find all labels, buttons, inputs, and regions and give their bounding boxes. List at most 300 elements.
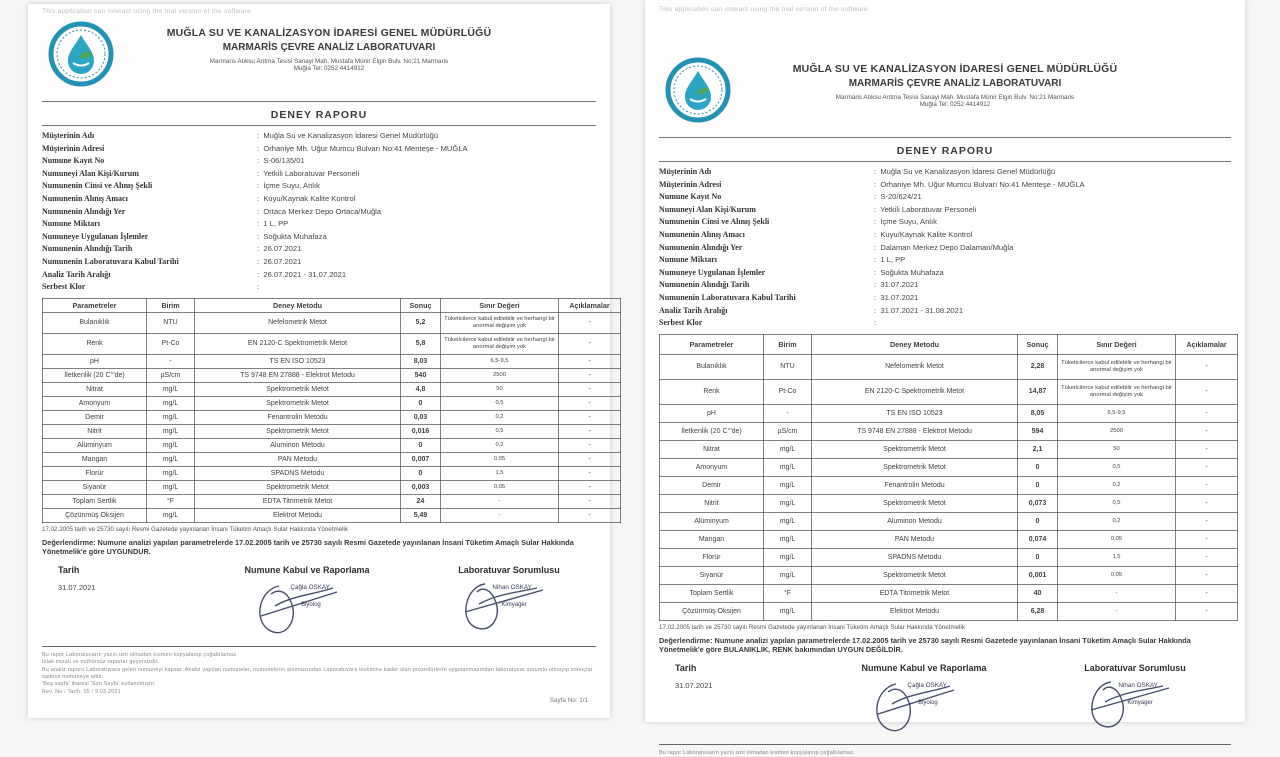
field-label: Numune Kayıt No: [659, 192, 722, 202]
report-header: [42, 21, 596, 95]
field-value: : Orhaniye Mh. Uğur Mumcu Bulvarı No:41 Menteşe - MUĞLA: [874, 179, 1231, 192]
field-row: [659, 267, 1231, 280]
municipality-lab-logo-icon: [48, 21, 114, 87]
field-label: Numune Kayıt No: [42, 156, 105, 166]
cell-unit: mg/L: [147, 480, 195, 494]
field-value: : 31.07.2021: [874, 279, 1231, 292]
result-row: [660, 404, 1238, 422]
field-value: : 1 L, PP: [874, 254, 1231, 267]
cell-parameter: Mangan: [43, 452, 147, 466]
col-birim: Birim: [147, 298, 195, 312]
field-value: : Yetkili Laboratuvar Personeli: [874, 204, 1231, 217]
field-label: Numunenin Laboratuvara Kabul Tarihi: [659, 292, 796, 302]
col-sonuc: Sonuç: [1018, 334, 1058, 354]
field-row: [42, 231, 596, 244]
cell-limit: 0,05: [441, 452, 559, 466]
cell-result: 0: [1018, 458, 1058, 476]
signer-name: Nihan OSKAY: [1118, 681, 1158, 689]
cell-parameter: Bulanıklık: [43, 312, 147, 333]
result-row: [660, 379, 1238, 404]
cell-note: -: [559, 494, 621, 508]
signer-name: Çağla OSKAY: [907, 681, 947, 689]
field-value: [257, 281, 596, 294]
field-label: Numunenin Alındığı Tarih: [659, 280, 750, 290]
cell-method: Aluminon Metodu: [195, 438, 401, 452]
field-row: [659, 279, 1231, 292]
sample-acceptance-title: Numune Kabul ve Raporlama: [244, 564, 370, 575]
cell-parameter: Renk: [43, 333, 147, 354]
field-label: Numunenin Laboratuvara Kabul Tarihi: [42, 256, 179, 266]
result-row: [43, 368, 621, 382]
cell-method: SPADNS Metodu: [812, 548, 1018, 566]
field-row: [659, 166, 1231, 179]
field-row: [659, 179, 1231, 192]
report-title: DENEY RAPORU: [270, 109, 368, 121]
cell-note: -: [559, 438, 621, 452]
field-label: Numuneye Uygulanan İşlemler: [659, 267, 766, 277]
cell-method: TS EN ISO 10523: [195, 354, 401, 368]
field-value: : Yetkili Laboratuvar Personeli: [257, 168, 596, 181]
signature-scribble-icon: [443, 576, 563, 640]
signature-area: [659, 663, 1231, 740]
col-parametreler: Parametreler: [660, 334, 764, 354]
result-row: [660, 422, 1238, 440]
cell-limit: Tüketicilerce kabul edilebilir ve herhangi bir anormal değişim yok: [441, 333, 559, 354]
page-number: Sayfa No: 1/1: [549, 697, 588, 704]
cell-method: Spektrometrik Metot: [195, 396, 401, 410]
cell-limit: -: [1058, 602, 1176, 620]
field-value: : 31.07.2021 - 31.08.2021: [874, 305, 1231, 318]
result-row: [43, 424, 621, 438]
cell-method: Elektrot Metodu: [812, 602, 1018, 620]
result-row: [660, 458, 1238, 476]
cell-note: -: [559, 466, 621, 480]
signature-stamp: [422, 576, 596, 642]
field-label: Serbest Klor: [42, 282, 86, 292]
cell-limit: Tüketicilerce kabul edilebilir ve herhangi bir anormal değişim yok: [1058, 379, 1176, 404]
cell-limit: 6,5-9,5: [1058, 404, 1176, 422]
cell-unit: mg/L: [147, 452, 195, 466]
cell-result: 5,2: [401, 312, 441, 333]
assessment-text: Değerlendirme: Numune analizi yapılan parametrelerde 17.02.2005 tarih ve 25730 sayılı Resmi Gazetede yayınlanan İnsani Tüketim Amaçlı Sular Hakkında Yönetmelik'e göre BULANIKLIK, RENK bakımından UYGUN DEĞİLDİR.: [659, 635, 1191, 655]
cell-parameter: Çözünmüş Oksijen: [660, 602, 764, 620]
cell-note: -: [559, 508, 621, 522]
result-row: [43, 410, 621, 424]
field-label: Serbest Klor: [659, 318, 703, 328]
field-row: [659, 216, 1231, 229]
trial-watermark: This application can interact using the trial version of the software: [42, 8, 251, 15]
result-row: [660, 494, 1238, 512]
signature-stamp: [1039, 674, 1231, 740]
result-row: [660, 584, 1238, 602]
results-table-header: [660, 334, 1238, 354]
report-header: [659, 57, 1231, 131]
cell-parameter: Toplam Sertlik: [660, 584, 764, 602]
cell-limit: -: [441, 494, 559, 508]
cell-limit: 0,2: [1058, 512, 1176, 530]
cell-result: 0: [401, 466, 441, 480]
cell-method: Spektrometrik Metot: [195, 382, 401, 396]
cell-method: Nefelometrik Metot: [195, 312, 401, 333]
cell-limit: -: [441, 508, 559, 522]
cell-result: 8,05: [1018, 404, 1058, 422]
cell-unit: Pt-Co: [764, 379, 812, 404]
org-name: MUĞLA SU VE KANALİZASYON İDARESİ GENEL MÜDÜRLÜĞÜ: [792, 63, 1118, 75]
cell-parameter: Nitrat: [660, 440, 764, 458]
field-label: Numunenin Alınış Amacı: [42, 193, 128, 203]
cell-result: 4,8: [401, 382, 441, 396]
field-label: Numunenin Alındığı Yer: [659, 242, 743, 252]
cell-unit: NTU: [147, 312, 195, 333]
regulation-reference: 17.02.2005 tarih ve 25730 sayılı Resmi Gazetede yayınlanan İnsani Tüketim Amaçlı Sular Hakkında Yönetmelik: [659, 623, 965, 631]
cell-limit: 6,5-9,5: [441, 354, 559, 368]
cell-note: -: [559, 410, 621, 424]
cell-limit: 0,2: [441, 410, 559, 424]
field-row: [659, 292, 1231, 305]
signer-role: Kimyager: [1127, 699, 1153, 706]
sample-info-fields: [42, 130, 596, 294]
cell-note: -: [1176, 530, 1238, 548]
field-value: : İçme Suyu, Anlık: [257, 180, 596, 193]
field-row: [659, 242, 1231, 255]
cell-method: Nefelometrik Metot: [812, 354, 1018, 379]
cell-note: -: [1176, 512, 1238, 530]
cell-unit: µS/cm: [764, 422, 812, 440]
result-row: [43, 466, 621, 480]
cell-unit: mg/L: [147, 410, 195, 424]
cell-parameter: Alüminyum: [660, 512, 764, 530]
field-value: : Dalaman Merkez Depo Dalaman/Muğla: [874, 242, 1231, 255]
cell-method: EN 2120-C Spektrometrik Metot: [195, 333, 401, 354]
cell-limit: 0,5: [441, 424, 559, 438]
cell-unit: Pt-Co: [147, 333, 195, 354]
cell-unit: mg/L: [147, 424, 195, 438]
signature-scribble-icon: [858, 674, 978, 738]
cell-note: -: [1176, 354, 1238, 379]
fineprint-line: Islak imzalı ve mühürsüz raporlar geçersizdir.: [42, 659, 160, 666]
cell-method: Spektrometrik Metot: [812, 566, 1018, 584]
cell-result: 0,016: [401, 424, 441, 438]
cell-note: -: [1176, 584, 1238, 602]
signature-scribble-icon: [1069, 674, 1189, 738]
col-sinir-degeri: Sınır Değeri: [1058, 334, 1176, 354]
field-label: Müşterinin Adı: [42, 131, 95, 140]
cell-method: Fenantrolin Metodu: [195, 410, 401, 424]
cell-note: -: [1176, 548, 1238, 566]
lab-address: Marmaris Atıksu Arıtma Tesisi Sanayi Mah. Mustafa Münir Elgin Bulv. No:21 Marmaris: [209, 58, 449, 65]
col-deney-metodu: Deney Metodu: [812, 334, 1018, 354]
cell-limit: -: [1058, 584, 1176, 602]
result-row: [660, 602, 1238, 620]
regulation-reference: 17.02.2005 tarih ve 25730 sayılı Resmi Gazetede yayınlanan İnsani Tüketim Amaçlı Sular Hakkında Yönetmelik: [42, 525, 348, 533]
cell-unit: mg/L: [764, 530, 812, 548]
cell-limit: 0,05: [1058, 566, 1176, 584]
field-value: : 26.07.2021 - 31.07.2021: [257, 269, 596, 282]
cell-note: -: [559, 480, 621, 494]
results-table: [659, 334, 1238, 621]
field-value: : İçme Suyu, Anlık: [874, 216, 1231, 229]
cell-note: -: [1176, 566, 1238, 584]
cell-parameter: Siyanür: [43, 480, 147, 494]
cell-result: 6,28: [1018, 602, 1058, 620]
result-row: [43, 494, 621, 508]
cell-unit: NTU: [764, 354, 812, 379]
lab-name: MARMARİS ÇEVRE ANALİZ LABORATUVARI: [848, 78, 1062, 89]
report-title-band: [659, 137, 1231, 162]
cell-parameter: pH: [43, 354, 147, 368]
cell-method: TS 9748 EN 27888 - Elektrot Metodu: [812, 422, 1018, 440]
cell-note: -: [559, 354, 621, 368]
cell-unit: mg/L: [764, 512, 812, 530]
cell-result: 0: [1018, 548, 1058, 566]
cell-result: 40: [1018, 584, 1058, 602]
cell-method: Elektrot Metodu: [195, 508, 401, 522]
cell-result: 540: [401, 368, 441, 382]
lab-name: MARMARİS ÇEVRE ANALİZ LABORATUVARI: [222, 42, 436, 53]
cell-limit: 1,5: [441, 466, 559, 480]
cell-result: 5,49: [401, 508, 441, 522]
signer-name: Nihan OSKAY: [492, 583, 532, 591]
date-label: Tarih: [58, 564, 80, 575]
cell-limit: 0,5: [441, 396, 559, 410]
cell-note: -: [559, 333, 621, 354]
cell-limit: 0,5: [1058, 494, 1176, 512]
field-row: [659, 191, 1231, 204]
cell-parameter: Renk: [660, 379, 764, 404]
field-value: : Muğla Su ve Kanalizasyon İdaresi Genel Müdürlüğü: [874, 166, 1231, 179]
municipality-lab-logo-icon: [665, 57, 731, 123]
cell-unit: mg/L: [764, 476, 812, 494]
field-label: Numunenin Alınış Amacı: [659, 229, 745, 239]
cell-method: Spektrometrik Metot: [195, 424, 401, 438]
field-label: Müşterinin Adı: [659, 167, 712, 176]
field-label: Numunenin Cinsi ve Alınış Şekli: [42, 181, 153, 191]
result-row: [43, 354, 621, 368]
col-parametreler: Parametreler: [43, 298, 147, 312]
col-sonuc: Sonuç: [401, 298, 441, 312]
cell-method: TS EN ISO 10523: [812, 404, 1018, 422]
cell-limit: 1,5: [1058, 548, 1176, 566]
cell-note: -: [1176, 602, 1238, 620]
signature-scribble-icon: [241, 576, 361, 640]
footer-divider: [659, 744, 1231, 745]
org-name: MUĞLA SU VE KANALİZASYON İDARESİ GENEL MÜDÜRLÜĞÜ: [166, 27, 492, 39]
field-value: : Kuyu/Kaynak Kalite Kontrol: [874, 229, 1231, 242]
field-value: : 31.07.2021: [874, 292, 1231, 305]
cell-note: -: [1176, 422, 1238, 440]
cell-limit: Tüketicilerce kabul edilebilir ve herhangi bir anormal değişim yok: [1058, 354, 1176, 379]
cell-method: EDTA Titrimetrik Metot: [195, 494, 401, 508]
cell-result: 0: [401, 438, 441, 452]
result-row: [43, 480, 621, 494]
result-row: [43, 396, 621, 410]
result-row: [660, 548, 1238, 566]
cell-method: SPADNS Metodu: [195, 466, 401, 480]
field-label: Numunenin Alındığı Yer: [42, 206, 126, 216]
fineprint-line: Rev. No / Tarih: 05 / 9.03.2021: [42, 688, 121, 695]
result-row: [43, 438, 621, 452]
cell-unit: mg/L: [147, 382, 195, 396]
cell-result: 0,007: [401, 452, 441, 466]
cell-method: EN 2120-C Spektrometrik Metot: [812, 379, 1018, 404]
assessment-text: Değerlendirme: Numune analizi yapılan parametrelerde 17.02.2005 tarih ve 25730 sayılı Resmi Gazetede yayınlanan İnsani Tüketim Amaçlı Sular Hakkında Yönetmelik'e göre UYGUNDUR.: [42, 537, 574, 557]
field-row: [42, 243, 596, 256]
cell-unit: mg/L: [147, 466, 195, 480]
cell-limit: 0,5: [1058, 458, 1176, 476]
cell-result: 8,03: [401, 354, 441, 368]
result-row: [43, 333, 621, 354]
result-row: [660, 530, 1238, 548]
col-birim: Birim: [764, 334, 812, 354]
field-label: Analiz Tarih Aralığı: [42, 269, 111, 279]
result-row: [660, 354, 1238, 379]
cell-result: 24: [401, 494, 441, 508]
date-label: Tarih: [675, 662, 697, 673]
cell-note: -: [1176, 494, 1238, 512]
cell-note: -: [1176, 379, 1238, 404]
cell-limit: 2500: [441, 368, 559, 382]
cell-note: -: [559, 382, 621, 396]
cell-unit: mg/L: [764, 458, 812, 476]
cell-note: -: [559, 452, 621, 466]
result-row: [660, 476, 1238, 494]
field-row: [659, 254, 1231, 267]
cell-result: 2,28: [1018, 354, 1058, 379]
result-row: [43, 382, 621, 396]
field-value: : Muğla Su ve Kanalizasyon İdaresi Genel Müdürlüğü: [257, 130, 596, 143]
cell-limit: 2500: [1058, 422, 1176, 440]
cell-method: Fenantrolin Metodu: [812, 476, 1018, 494]
field-label: Numuneyi Alan Kişi/Kurum: [42, 168, 139, 178]
cell-limit: 50: [441, 382, 559, 396]
field-label: Numunenin Alındığı Tarih: [42, 244, 133, 254]
cell-result: 0: [401, 396, 441, 410]
cell-limit: 0,05: [1058, 530, 1176, 548]
field-row: [42, 218, 596, 231]
cell-parameter: Alüminyum: [43, 438, 147, 452]
fineprint-block: [42, 652, 596, 696]
cell-unit: mg/L: [764, 602, 812, 620]
cell-note: -: [559, 312, 621, 333]
field-row: [42, 193, 596, 206]
lab-supervisor-title: Laboratuvar Sorumlusu: [458, 564, 560, 575]
field-label: Numuneyi Alan Kişi/Kurum: [659, 204, 756, 214]
fineprint-line: Bu rapor Laboratuvarın yazılı izni olmadan kısmen kopyalanıp çoğaltılamaz.: [659, 749, 855, 756]
cell-limit: 0,2: [1058, 476, 1176, 494]
cell-note: -: [559, 396, 621, 410]
cell-unit: mg/L: [764, 440, 812, 458]
cell-result: 0: [1018, 512, 1058, 530]
field-label: Numune Miktarı: [42, 219, 100, 229]
footer-divider: [42, 646, 596, 647]
cell-note: -: [1176, 404, 1238, 422]
signature-stamp: [192, 576, 422, 642]
cell-result: 0: [1018, 476, 1058, 494]
fineprint-line: 'Boş sayfa' ibaresi 'Son Sayfa' kullanılmıştır.: [42, 681, 156, 688]
cell-result: 0,03: [401, 410, 441, 424]
cell-limit: 0,05: [441, 480, 559, 494]
field-value: : Soğukta Muhafaza: [257, 231, 596, 244]
result-row: [660, 440, 1238, 458]
report-date: 31.07.2021: [675, 680, 713, 690]
field-label: Numuneye Uygulanan İşlemler: [42, 231, 149, 241]
cell-note: -: [1176, 440, 1238, 458]
field-value: : 26.07.2021: [257, 243, 596, 256]
cell-unit: µS/cm: [147, 368, 195, 382]
signer-role: Biyolog: [301, 601, 321, 608]
col-sinir-degeri: Sınır Değeri: [441, 298, 559, 312]
cell-parameter: Nitrat: [43, 382, 147, 396]
trial-watermark: This application can interact using the trial version of the software: [659, 6, 868, 13]
cell-unit: -: [147, 354, 195, 368]
col-deney-metodu: Deney Metodu: [195, 298, 401, 312]
cell-method: Spektrometrik Metot: [195, 480, 401, 494]
cell-note: -: [559, 424, 621, 438]
result-row: [660, 566, 1238, 584]
cell-method: PAN Metodu: [195, 452, 401, 466]
field-value: [874, 317, 1231, 330]
cell-method: Spektrometrik Metot: [812, 494, 1018, 512]
cell-result: 0,074: [1018, 530, 1058, 548]
field-row: [42, 269, 596, 282]
field-label: Numune Miktarı: [659, 255, 717, 265]
cell-unit: °F: [764, 584, 812, 602]
cell-result: 2,1: [1018, 440, 1058, 458]
cell-parameter: Amonyum: [660, 458, 764, 476]
cell-method: PAN Metodu: [812, 530, 1018, 548]
fineprint-line: Bu analiz raporu Laboratuvara gelen numuneyi kapsar. Analiz yapılan numuneler, numunelerin alınmasından Laboratuvara teslimine kadar olan prosedürlerin uygulanmasından laboratuvar sorumlu olmayıp sonuçlar sadece numuneye aittir.: [42, 666, 593, 680]
field-row: [42, 180, 596, 193]
field-row: [42, 130, 596, 143]
lab-supervisor-title: Laboratuvar Sorumlusu: [1084, 662, 1186, 673]
results-table: [42, 298, 621, 523]
field-row: [42, 256, 596, 269]
cell-method: TS 9748 EN 27888 - Elektrot Metodu: [195, 368, 401, 382]
cell-parameter: pH: [660, 404, 764, 422]
field-row: [659, 204, 1231, 217]
field-value: : Ortaca Merkez Depo Ortaca/Muğla: [257, 206, 596, 219]
field-row: [659, 317, 1231, 330]
field-value: : S-06/135/01: [257, 155, 596, 168]
field-row: [42, 281, 596, 294]
signature-stamp: [809, 674, 1039, 740]
cell-result: 14,87: [1018, 379, 1058, 404]
cell-parameter: Çözünmüş Oksijen: [43, 508, 147, 522]
report-page-1: [28, 4, 610, 718]
cell-limit: Tüketicilerce kabul edilebilir ve herhangi bir anormal değişim yok: [441, 312, 559, 333]
field-row: [42, 143, 596, 156]
result-row: [43, 312, 621, 333]
cell-method: Aluminon Metodu: [812, 512, 1018, 530]
cell-limit: 50: [1058, 440, 1176, 458]
result-row: [43, 452, 621, 466]
cell-parameter: Demir: [43, 410, 147, 424]
cell-note: -: [1176, 476, 1238, 494]
field-value: : 26.07.2021: [257, 256, 596, 269]
cell-parameter: Nitrit: [43, 424, 147, 438]
cell-unit: mg/L: [764, 548, 812, 566]
report-title: DENEY RAPORU: [896, 145, 994, 157]
cell-unit: mg/L: [147, 396, 195, 410]
field-row: [42, 155, 596, 168]
cell-unit: °F: [147, 494, 195, 508]
cell-parameter: Florür: [43, 466, 147, 480]
cell-result: 0,003: [401, 480, 441, 494]
lab-phone: Muğla Tel: 0252 4414912: [919, 101, 991, 108]
cell-parameter: Mangan: [660, 530, 764, 548]
lab-phone: Muğla Tel: 0252 4414912: [293, 65, 365, 72]
report-title-band: [42, 101, 596, 126]
